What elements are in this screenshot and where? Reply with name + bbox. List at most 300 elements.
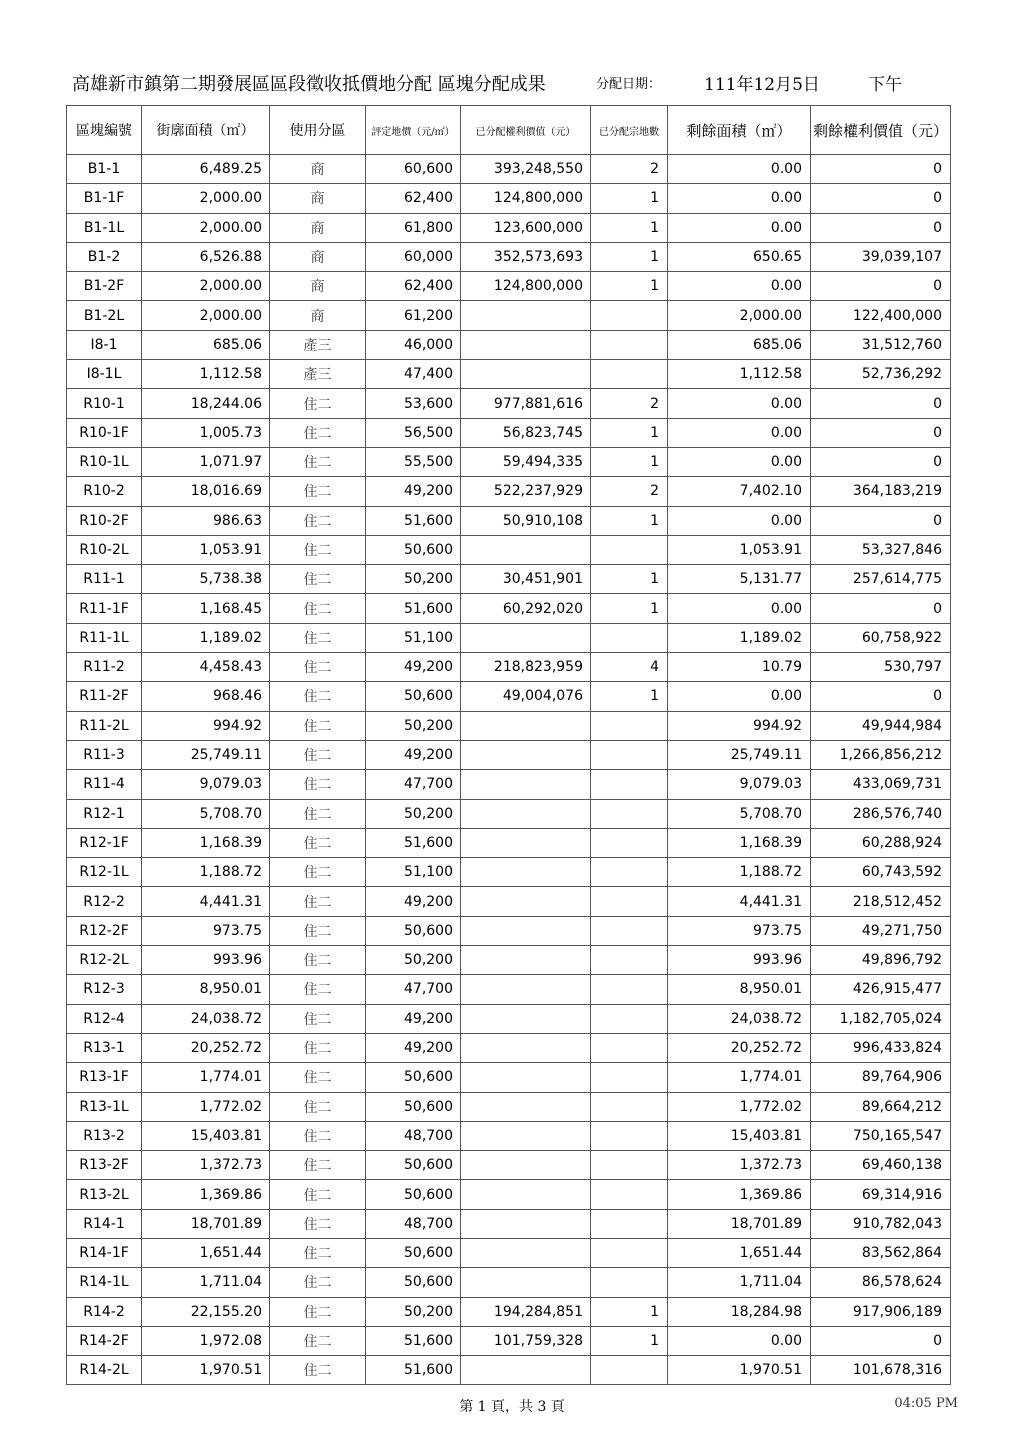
cell-block-id: R12-1L bbox=[67, 858, 142, 887]
cell-block-id: R11-1 bbox=[67, 565, 142, 594]
cell-allocated-count: 1 bbox=[591, 418, 668, 447]
cell-remaining-area: 0.00 bbox=[668, 594, 811, 623]
table-row bbox=[67, 1180, 951, 1209]
cell-allocated-value: 60,292,020 bbox=[461, 594, 591, 623]
cell-assessed-value: 50,200 bbox=[366, 799, 461, 828]
cell-assessed-value: 51,100 bbox=[366, 623, 461, 652]
cell-remaining-value: 49,896,792 bbox=[811, 946, 951, 975]
table-row bbox=[67, 477, 951, 506]
cell-remaining-area: 1,188.72 bbox=[668, 858, 811, 887]
table-row bbox=[67, 272, 951, 301]
cell-remaining-value: 0 bbox=[811, 418, 951, 447]
cell-remaining-value: 53,327,846 bbox=[811, 535, 951, 564]
table-row bbox=[67, 565, 951, 594]
cell-frontage-area: 15,403.81 bbox=[142, 1121, 270, 1150]
cell-zoning: 產三 bbox=[270, 330, 366, 359]
cell-block-id: R10-1 bbox=[67, 389, 142, 418]
cell-allocated-value bbox=[461, 770, 591, 799]
table-row bbox=[67, 184, 951, 213]
cell-assessed-value: 51,600 bbox=[366, 594, 461, 623]
cell-allocated-count bbox=[591, 1092, 668, 1121]
cell-frontage-area: 9,079.03 bbox=[142, 770, 270, 799]
cell-zoning: 住二 bbox=[270, 506, 366, 535]
cell-frontage-area: 2,000.00 bbox=[142, 301, 270, 330]
cell-allocated-value: 393,248,550 bbox=[461, 155, 591, 184]
cell-frontage-area: 1,972.08 bbox=[142, 1326, 270, 1355]
cell-remaining-area: 5,131.77 bbox=[668, 565, 811, 594]
table-row bbox=[67, 682, 951, 711]
cell-assessed-value: 60,600 bbox=[366, 155, 461, 184]
cell-block-id: R11-2F bbox=[67, 682, 142, 711]
table-row bbox=[67, 1033, 951, 1062]
col-header-zoning: 使用分區 bbox=[270, 106, 366, 155]
cell-remaining-area: 15,403.81 bbox=[668, 1121, 811, 1150]
cell-allocated-value bbox=[461, 535, 591, 564]
cell-allocated-count bbox=[591, 1033, 668, 1062]
cell-block-id: R11-1L bbox=[67, 623, 142, 652]
cell-allocated-value bbox=[461, 711, 591, 740]
cell-allocated-count bbox=[591, 623, 668, 652]
cell-allocated-count bbox=[591, 1151, 668, 1180]
cell-block-id: R14-2L bbox=[67, 1356, 142, 1385]
cell-block-id: B1-1 bbox=[67, 155, 142, 184]
cell-allocated-value bbox=[461, 301, 591, 330]
page-number: 第 1 頁，共 3 頁 bbox=[459, 1399, 565, 1415]
cell-assessed-value: 51,600 bbox=[366, 1356, 461, 1385]
cell-block-id: R11-1F bbox=[67, 594, 142, 623]
report-header bbox=[72, 70, 972, 96]
cell-remaining-value: 0 bbox=[811, 389, 951, 418]
cell-allocated-count: 1 bbox=[591, 184, 668, 213]
cell-remaining-value: 69,314,916 bbox=[811, 1180, 951, 1209]
table-row bbox=[67, 1151, 951, 1180]
cell-frontage-area: 1,112.58 bbox=[142, 360, 270, 389]
cell-assessed-value: 47,400 bbox=[366, 360, 461, 389]
cell-frontage-area: 1,372.73 bbox=[142, 1151, 270, 1180]
cell-assessed-value: 50,200 bbox=[366, 1297, 461, 1326]
cell-assessed-value: 62,400 bbox=[366, 272, 461, 301]
table-row bbox=[67, 1004, 951, 1033]
cell-remaining-value: 0 bbox=[811, 155, 951, 184]
cell-allocated-value bbox=[461, 828, 591, 857]
cell-frontage-area: 4,441.31 bbox=[142, 887, 270, 916]
allocation-date: 111年12月5日 bbox=[704, 75, 820, 95]
cell-allocated-value bbox=[461, 1180, 591, 1209]
cell-block-id: R13-1L bbox=[67, 1092, 142, 1121]
col-header-allocated-count: 已分配宗地數 bbox=[591, 106, 668, 155]
cell-allocated-value bbox=[461, 887, 591, 916]
cell-remaining-value: 1,266,856,212 bbox=[811, 740, 951, 769]
cell-remaining-value: 996,433,824 bbox=[811, 1033, 951, 1062]
table-row bbox=[67, 535, 951, 564]
cell-frontage-area: 994.92 bbox=[142, 711, 270, 740]
cell-frontage-area: 1,168.45 bbox=[142, 594, 270, 623]
cell-frontage-area: 25,749.11 bbox=[142, 740, 270, 769]
cell-allocated-value: 50,910,108 bbox=[461, 506, 591, 535]
table-row bbox=[67, 623, 951, 652]
table-row bbox=[67, 301, 951, 330]
cell-allocated-count bbox=[591, 1063, 668, 1092]
cell-allocated-count: 1 bbox=[591, 242, 668, 271]
cell-remaining-area: 0.00 bbox=[668, 418, 811, 447]
cell-frontage-area: 6,489.25 bbox=[142, 155, 270, 184]
cell-allocated-count: 1 bbox=[591, 1326, 668, 1355]
table-row bbox=[67, 1209, 951, 1238]
table-row bbox=[67, 887, 951, 916]
cell-remaining-area: 20,252.72 bbox=[668, 1033, 811, 1062]
cell-allocated-value bbox=[461, 946, 591, 975]
cell-assessed-value: 51,600 bbox=[366, 1326, 461, 1355]
cell-remaining-area: 994.92 bbox=[668, 711, 811, 740]
cell-assessed-value: 50,200 bbox=[366, 711, 461, 740]
table-row bbox=[67, 1297, 951, 1326]
table-row bbox=[67, 360, 951, 389]
cell-assessed-value: 62,400 bbox=[366, 184, 461, 213]
cell-allocated-count bbox=[591, 916, 668, 945]
cell-allocated-count bbox=[591, 301, 668, 330]
cell-frontage-area: 2,000.00 bbox=[142, 213, 270, 242]
cell-assessed-value: 49,200 bbox=[366, 1004, 461, 1033]
cell-block-id: R12-1F bbox=[67, 828, 142, 857]
cell-block-id: R11-3 bbox=[67, 740, 142, 769]
cell-allocated-value: 218,823,959 bbox=[461, 653, 591, 682]
cell-remaining-value: 60,288,924 bbox=[811, 828, 951, 857]
cell-assessed-value: 50,600 bbox=[366, 1238, 461, 1267]
cell-assessed-value: 50,600 bbox=[366, 1268, 461, 1297]
cell-frontage-area: 968.46 bbox=[142, 682, 270, 711]
cell-remaining-area: 5,708.70 bbox=[668, 799, 811, 828]
cell-allocated-value bbox=[461, 1033, 591, 1062]
cell-remaining-area: 0.00 bbox=[668, 682, 811, 711]
cell-allocated-count bbox=[591, 975, 668, 1004]
cell-allocated-count: 1 bbox=[591, 447, 668, 476]
cell-allocated-count: 2 bbox=[591, 477, 668, 506]
cell-block-id: I8-1 bbox=[67, 330, 142, 359]
cell-allocated-count: 4 bbox=[591, 653, 668, 682]
cell-remaining-area: 0.00 bbox=[668, 389, 811, 418]
cell-remaining-value: 917,906,189 bbox=[811, 1297, 951, 1326]
cell-allocated-value bbox=[461, 740, 591, 769]
cell-allocated-value bbox=[461, 1151, 591, 1180]
col-header-allocated-value: 已分配權利價值（元） bbox=[461, 106, 591, 155]
cell-remaining-value: 0 bbox=[811, 447, 951, 476]
cell-remaining-value: 0 bbox=[811, 506, 951, 535]
col-header-remaining-area: 剩餘面積（㎡） bbox=[668, 106, 811, 155]
cell-allocated-value: 56,823,745 bbox=[461, 418, 591, 447]
cell-zoning: 住二 bbox=[270, 418, 366, 447]
cell-remaining-value: 89,764,906 bbox=[811, 1063, 951, 1092]
cell-assessed-value: 49,200 bbox=[366, 887, 461, 916]
table-row bbox=[67, 653, 951, 682]
cell-block-id: R10-1F bbox=[67, 418, 142, 447]
cell-frontage-area: 18,701.89 bbox=[142, 1209, 270, 1238]
cell-frontage-area: 1,970.51 bbox=[142, 1356, 270, 1385]
cell-remaining-area: 8,950.01 bbox=[668, 975, 811, 1004]
cell-allocated-value bbox=[461, 623, 591, 652]
table-row bbox=[67, 711, 951, 740]
cell-allocated-value: 194,284,851 bbox=[461, 1297, 591, 1326]
cell-assessed-value: 49,200 bbox=[366, 653, 461, 682]
table-row bbox=[67, 594, 951, 623]
cell-allocated-count bbox=[591, 1121, 668, 1150]
cell-remaining-area: 650.65 bbox=[668, 242, 811, 271]
cell-zoning: 住二 bbox=[270, 1356, 366, 1385]
cell-block-id: R13-1 bbox=[67, 1033, 142, 1062]
table-row bbox=[67, 858, 951, 887]
cell-frontage-area: 1,711.04 bbox=[142, 1268, 270, 1297]
cell-frontage-area: 22,155.20 bbox=[142, 1297, 270, 1326]
cell-block-id: R12-1 bbox=[67, 799, 142, 828]
cell-allocated-count bbox=[591, 711, 668, 740]
cell-remaining-value: 101,678,316 bbox=[811, 1356, 951, 1385]
cell-allocated-count bbox=[591, 360, 668, 389]
table-row bbox=[67, 506, 951, 535]
cell-remaining-value: 60,758,922 bbox=[811, 623, 951, 652]
cell-zoning: 住二 bbox=[270, 447, 366, 476]
cell-zoning: 住二 bbox=[270, 975, 366, 1004]
cell-zoning: 住二 bbox=[270, 916, 366, 945]
cell-allocated-value bbox=[461, 1004, 591, 1033]
cell-remaining-area: 1,189.02 bbox=[668, 623, 811, 652]
cell-remaining-area: 1,711.04 bbox=[668, 1268, 811, 1297]
cell-frontage-area: 1,369.86 bbox=[142, 1180, 270, 1209]
table-row bbox=[67, 1063, 951, 1092]
cell-remaining-area: 1,774.01 bbox=[668, 1063, 811, 1092]
cell-allocated-value: 522,237,929 bbox=[461, 477, 591, 506]
cell-allocated-count bbox=[591, 887, 668, 916]
cell-remaining-area: 1,651.44 bbox=[668, 1238, 811, 1267]
cell-zoning: 住二 bbox=[270, 1033, 366, 1062]
cell-remaining-value: 49,944,984 bbox=[811, 711, 951, 740]
table-row bbox=[67, 1326, 951, 1355]
cell-block-id: R10-2F bbox=[67, 506, 142, 535]
cell-remaining-area: 0.00 bbox=[668, 155, 811, 184]
cell-remaining-value: 0 bbox=[811, 272, 951, 301]
cell-allocated-value bbox=[461, 1092, 591, 1121]
cell-remaining-area: 1,168.39 bbox=[668, 828, 811, 857]
cell-frontage-area: 4,458.43 bbox=[142, 653, 270, 682]
cell-allocated-count bbox=[591, 740, 668, 769]
cell-allocated-value bbox=[461, 858, 591, 887]
cell-remaining-value: 52,736,292 bbox=[811, 360, 951, 389]
cell-zoning: 住二 bbox=[270, 1326, 366, 1355]
cell-allocated-value: 352,573,693 bbox=[461, 242, 591, 271]
cell-assessed-value: 50,600 bbox=[366, 1180, 461, 1209]
table-row bbox=[67, 1356, 951, 1385]
table-row bbox=[67, 155, 951, 184]
cell-block-id: B1-1L bbox=[67, 213, 142, 242]
cell-zoning: 住二 bbox=[270, 477, 366, 506]
cell-allocated-value bbox=[461, 975, 591, 1004]
cell-frontage-area: 1,071.97 bbox=[142, 447, 270, 476]
cell-allocated-count: 1 bbox=[591, 682, 668, 711]
cell-remaining-value: 31,512,760 bbox=[811, 330, 951, 359]
cell-allocated-value bbox=[461, 799, 591, 828]
cell-frontage-area: 1,774.01 bbox=[142, 1063, 270, 1092]
cell-block-id: B1-2 bbox=[67, 242, 142, 271]
time-period: 下午 bbox=[868, 75, 902, 95]
cell-frontage-area: 1,189.02 bbox=[142, 623, 270, 652]
table-row bbox=[67, 418, 951, 447]
cell-allocated-value bbox=[461, 1121, 591, 1150]
cell-allocated-count bbox=[591, 1268, 668, 1297]
cell-block-id: R11-2 bbox=[67, 653, 142, 682]
cell-allocated-count: 1 bbox=[591, 213, 668, 242]
cell-frontage-area: 1,168.39 bbox=[142, 828, 270, 857]
cell-assessed-value: 49,200 bbox=[366, 740, 461, 769]
table-row bbox=[67, 916, 951, 945]
cell-assessed-value: 50,600 bbox=[366, 1092, 461, 1121]
cell-block-id: R12-3 bbox=[67, 975, 142, 1004]
cell-allocated-count: 1 bbox=[591, 565, 668, 594]
cell-block-id: R12-2 bbox=[67, 887, 142, 916]
col-header-block-id: 區塊編號 bbox=[67, 106, 142, 155]
cell-remaining-area: 1,112.58 bbox=[668, 360, 811, 389]
cell-zoning: 住二 bbox=[270, 1297, 366, 1326]
cell-remaining-value: 257,614,775 bbox=[811, 565, 951, 594]
cell-allocated-count bbox=[591, 1238, 668, 1267]
cell-assessed-value: 48,700 bbox=[366, 1121, 461, 1150]
cell-frontage-area: 1,053.91 bbox=[142, 535, 270, 564]
table-header-row bbox=[67, 106, 951, 155]
cell-block-id: R13-2L bbox=[67, 1180, 142, 1209]
cell-zoning: 住二 bbox=[270, 770, 366, 799]
cell-frontage-area: 20,252.72 bbox=[142, 1033, 270, 1062]
cell-zoning: 住二 bbox=[270, 1092, 366, 1121]
cell-remaining-area: 1,970.51 bbox=[668, 1356, 811, 1385]
cell-assessed-value: 49,200 bbox=[366, 1033, 461, 1062]
cell-assessed-value: 50,200 bbox=[366, 946, 461, 975]
table-row bbox=[67, 330, 951, 359]
cell-allocated-count: 1 bbox=[591, 272, 668, 301]
cell-remaining-value: 49,271,750 bbox=[811, 916, 951, 945]
cell-remaining-area: 7,402.10 bbox=[668, 477, 811, 506]
table-row bbox=[67, 799, 951, 828]
cell-remaining-area: 0.00 bbox=[668, 1326, 811, 1355]
cell-block-id: R10-2L bbox=[67, 535, 142, 564]
cell-remaining-area: 2,000.00 bbox=[668, 301, 811, 330]
cell-remaining-value: 433,069,731 bbox=[811, 770, 951, 799]
cell-frontage-area: 973.75 bbox=[142, 916, 270, 945]
cell-remaining-area: 24,038.72 bbox=[668, 1004, 811, 1033]
cell-block-id: R11-4 bbox=[67, 770, 142, 799]
cell-allocated-value bbox=[461, 330, 591, 359]
cell-allocated-count bbox=[591, 535, 668, 564]
cell-block-id: B1-2L bbox=[67, 301, 142, 330]
table-row bbox=[67, 770, 951, 799]
cell-zoning: 住二 bbox=[270, 1151, 366, 1180]
cell-allocated-value: 124,800,000 bbox=[461, 184, 591, 213]
cell-allocated-value: 30,451,901 bbox=[461, 565, 591, 594]
cell-assessed-value: 47,700 bbox=[366, 770, 461, 799]
cell-remaining-area: 1,372.73 bbox=[668, 1151, 811, 1180]
table-row bbox=[67, 1268, 951, 1297]
table-row bbox=[67, 242, 951, 271]
cell-allocated-value: 124,800,000 bbox=[461, 272, 591, 301]
cell-assessed-value: 53,600 bbox=[366, 389, 461, 418]
cell-remaining-area: 1,369.86 bbox=[668, 1180, 811, 1209]
cell-zoning: 住二 bbox=[270, 623, 366, 652]
cell-allocated-count: 2 bbox=[591, 155, 668, 184]
col-header-assessed-value: 評定地價（元/㎡） bbox=[366, 106, 461, 155]
cell-assessed-value: 50,600 bbox=[366, 1063, 461, 1092]
table-row bbox=[67, 946, 951, 975]
cell-allocated-value: 977,881,616 bbox=[461, 389, 591, 418]
cell-frontage-area: 24,038.72 bbox=[142, 1004, 270, 1033]
cell-block-id: B1-1F bbox=[67, 184, 142, 213]
cell-zoning: 住二 bbox=[270, 1268, 366, 1297]
cell-remaining-value: 0 bbox=[811, 184, 951, 213]
cell-remaining-value: 0 bbox=[811, 1326, 951, 1355]
cell-zoning: 住二 bbox=[270, 1063, 366, 1092]
allocation-table bbox=[66, 105, 951, 1385]
table-row bbox=[67, 213, 951, 242]
cell-assessed-value: 51,100 bbox=[366, 858, 461, 887]
cell-remaining-value: 83,562,864 bbox=[811, 1238, 951, 1267]
cell-remaining-area: 10.79 bbox=[668, 653, 811, 682]
cell-zoning: 住二 bbox=[270, 682, 366, 711]
cell-assessed-value: 60,000 bbox=[366, 242, 461, 271]
cell-remaining-value: 426,915,477 bbox=[811, 975, 951, 1004]
col-header-remaining-value: 剩餘權利價值（元） bbox=[811, 106, 951, 155]
cell-allocated-count: 2 bbox=[591, 389, 668, 418]
cell-allocated-count bbox=[591, 946, 668, 975]
cell-frontage-area: 18,016.69 bbox=[142, 477, 270, 506]
cell-remaining-value: 218,512,452 bbox=[811, 887, 951, 916]
cell-frontage-area: 1,188.72 bbox=[142, 858, 270, 887]
cell-assessed-value: 50,600 bbox=[366, 1151, 461, 1180]
cell-remaining-area: 0.00 bbox=[668, 213, 811, 242]
cell-zoning: 住二 bbox=[270, 740, 366, 769]
cell-zoning: 商 bbox=[270, 184, 366, 213]
cell-frontage-area: 1,005.73 bbox=[142, 418, 270, 447]
cell-remaining-area: 18,284.98 bbox=[668, 1297, 811, 1326]
cell-allocated-count: 1 bbox=[591, 594, 668, 623]
cell-remaining-area: 993.96 bbox=[668, 946, 811, 975]
cell-zoning: 住二 bbox=[270, 828, 366, 857]
report-title: 高雄新市鎮第二期發展區區段徵收抵價地分配 區塊分配成果 bbox=[72, 74, 546, 95]
cell-allocated-value bbox=[461, 360, 591, 389]
cell-allocated-count bbox=[591, 1209, 668, 1238]
cell-remaining-value: 122,400,000 bbox=[811, 301, 951, 330]
cell-frontage-area: 5,738.38 bbox=[142, 565, 270, 594]
cell-allocated-value bbox=[461, 1063, 591, 1092]
cell-assessed-value: 56,500 bbox=[366, 418, 461, 447]
cell-assessed-value: 50,200 bbox=[366, 565, 461, 594]
cell-zoning: 住二 bbox=[270, 858, 366, 887]
cell-remaining-value: 286,576,740 bbox=[811, 799, 951, 828]
cell-remaining-value: 69,460,138 bbox=[811, 1151, 951, 1180]
table-row bbox=[67, 975, 951, 1004]
cell-remaining-value: 0 bbox=[811, 213, 951, 242]
cell-allocated-count: 1 bbox=[591, 1297, 668, 1326]
cell-remaining-value: 60,743,592 bbox=[811, 858, 951, 887]
cell-allocated-value: 123,600,000 bbox=[461, 213, 591, 242]
table-row bbox=[67, 740, 951, 769]
cell-allocated-value bbox=[461, 1209, 591, 1238]
cell-zoning: 住二 bbox=[270, 594, 366, 623]
table-row bbox=[67, 447, 951, 476]
cell-remaining-value: 750,165,547 bbox=[811, 1121, 951, 1150]
cell-remaining-value: 0 bbox=[811, 594, 951, 623]
cell-assessed-value: 48,700 bbox=[366, 1209, 461, 1238]
cell-allocated-count: 1 bbox=[591, 506, 668, 535]
cell-remaining-area: 0.00 bbox=[668, 447, 811, 476]
cell-frontage-area: 8,950.01 bbox=[142, 975, 270, 1004]
cell-zoning: 住二 bbox=[270, 1180, 366, 1209]
cell-allocated-count bbox=[591, 1180, 668, 1209]
cell-remaining-value: 39,039,107 bbox=[811, 242, 951, 271]
